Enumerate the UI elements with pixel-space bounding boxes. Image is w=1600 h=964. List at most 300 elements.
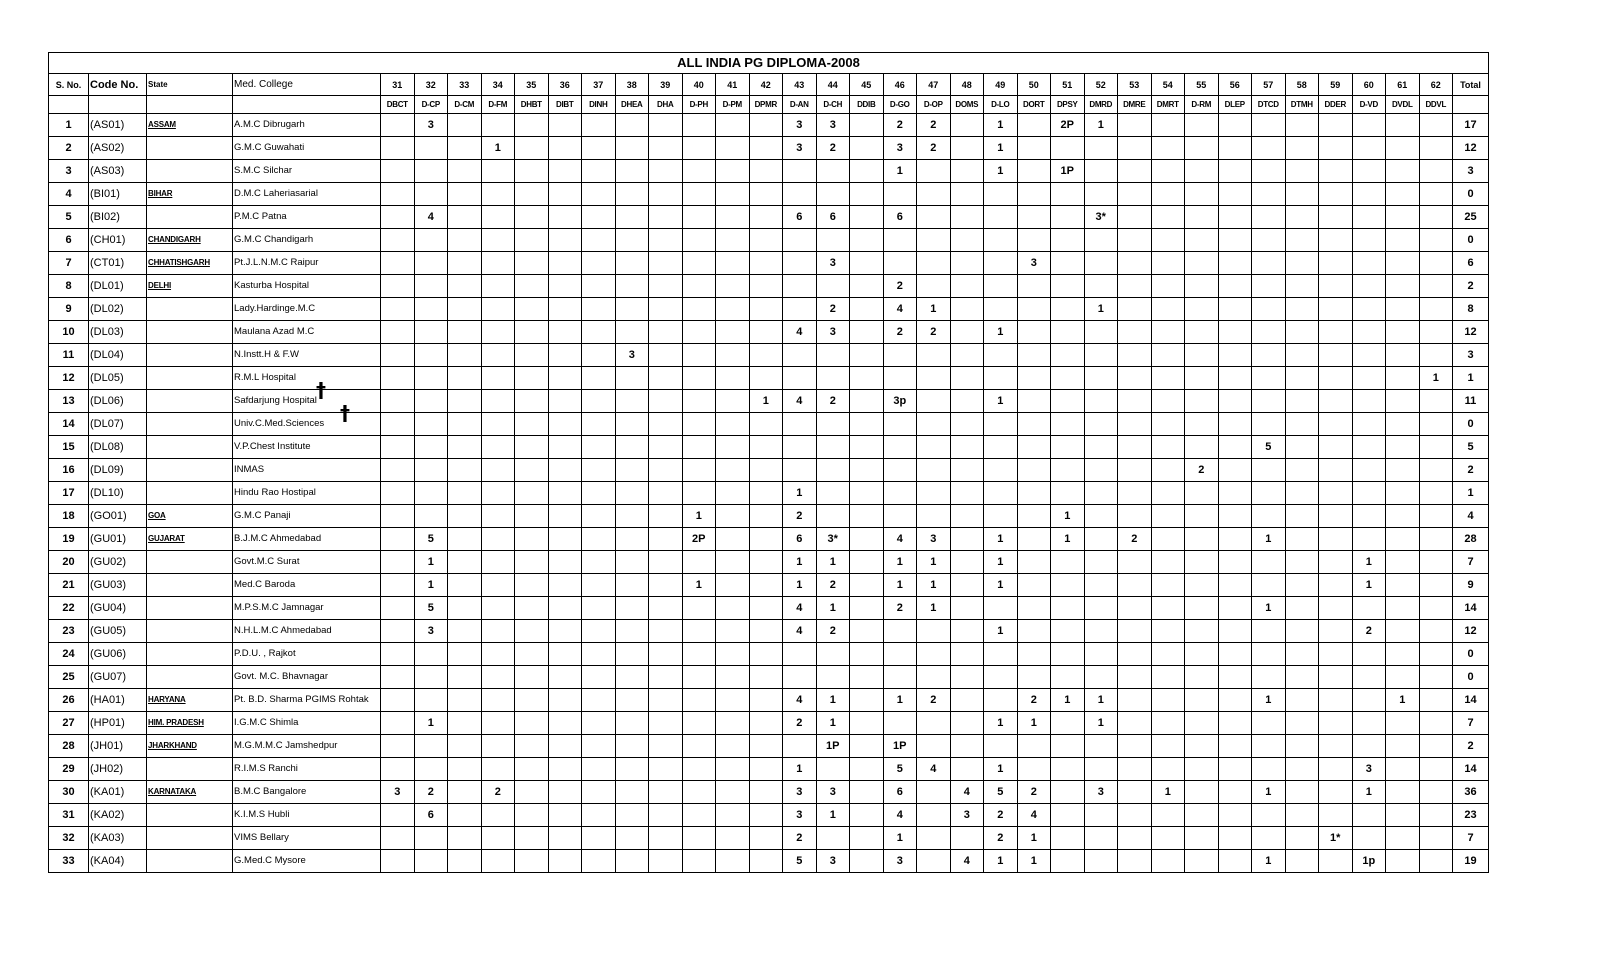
seat-count-cell xyxy=(1419,804,1453,827)
seat-count-cell xyxy=(883,344,917,367)
seat-count-cell xyxy=(1084,252,1118,275)
seat-count-cell xyxy=(1386,183,1420,206)
seat-count-cell xyxy=(381,689,415,712)
seat-count-cell xyxy=(1419,344,1453,367)
seat-count-cell xyxy=(649,183,683,206)
seat-count-cell xyxy=(1118,275,1152,298)
seat-count-cell xyxy=(749,206,783,229)
seat-count-cell xyxy=(481,459,515,482)
seat-count-cell xyxy=(783,229,817,252)
seat-count-cell xyxy=(1352,367,1386,390)
seat-count-cell xyxy=(682,482,716,505)
seat-count-cell xyxy=(716,252,750,275)
seat-count-cell xyxy=(649,781,683,804)
seat-count-cell xyxy=(649,574,683,597)
seat-count-cell xyxy=(1151,689,1185,712)
column-number: 46 xyxy=(883,74,917,96)
serial-number: 32 xyxy=(49,827,89,850)
table-row xyxy=(49,804,1489,827)
seat-count-cell xyxy=(950,505,984,528)
seat-count-cell xyxy=(1118,804,1152,827)
seat-count-cell xyxy=(1118,643,1152,666)
seat-count-cell xyxy=(1218,137,1252,160)
seat-count-cell xyxy=(1017,459,1051,482)
seat-count-cell: 1 xyxy=(1017,712,1051,735)
seat-count-cell xyxy=(548,321,582,344)
seat-count-cell xyxy=(850,551,884,574)
seat-count-cell: 1 xyxy=(1051,689,1085,712)
seat-count-cell xyxy=(984,252,1018,275)
seat-count-cell xyxy=(1218,850,1252,873)
seat-count-cell xyxy=(716,735,750,758)
table-row xyxy=(49,114,1489,137)
seat-count-cell xyxy=(950,298,984,321)
seat-count-cell xyxy=(950,413,984,436)
seat-count-cell: 1 xyxy=(816,804,850,827)
serial-number: 17 xyxy=(49,482,89,505)
seat-count-cell xyxy=(984,505,1018,528)
state-name xyxy=(147,390,233,413)
row-total: 1 xyxy=(1453,367,1489,390)
seat-count-cell xyxy=(1151,643,1185,666)
college-code: (CH01) xyxy=(89,229,147,252)
seat-count-cell xyxy=(984,367,1018,390)
seat-count-cell: 3 xyxy=(414,620,448,643)
seat-count-cell xyxy=(1319,114,1353,137)
college-name: Univ.C.Med.Sciences xyxy=(233,413,381,436)
seat-count-cell xyxy=(816,666,850,689)
college-code: (DL04) xyxy=(89,344,147,367)
seat-count-cell xyxy=(1386,850,1420,873)
serial-number: 1 xyxy=(49,114,89,137)
column-code: DDER xyxy=(1319,96,1353,114)
seat-count-cell xyxy=(1051,804,1085,827)
column-code: D-FM xyxy=(481,96,515,114)
seat-count-cell: 2P xyxy=(1051,114,1085,137)
seat-count-cell xyxy=(1319,758,1353,781)
seat-count-cell xyxy=(1319,620,1353,643)
seat-count-cell xyxy=(1218,620,1252,643)
seat-count-cell xyxy=(1151,137,1185,160)
seat-count-cell xyxy=(381,390,415,413)
seat-count-cell xyxy=(816,183,850,206)
seat-count-cell xyxy=(716,758,750,781)
seat-count-cell xyxy=(1151,160,1185,183)
seat-count-cell xyxy=(414,505,448,528)
column-number: 52 xyxy=(1084,74,1118,96)
seat-count-cell xyxy=(481,689,515,712)
seat-count-cell xyxy=(649,160,683,183)
seat-count-cell xyxy=(917,390,951,413)
seat-count-cell xyxy=(1017,620,1051,643)
table-row xyxy=(49,620,1489,643)
seat-count-cell: 1 xyxy=(414,712,448,735)
row-total: 0 xyxy=(1453,666,1489,689)
table-row xyxy=(49,827,1489,850)
seat-count-cell xyxy=(649,643,683,666)
college-name: Pt. B.D. Sharma PGIMS Rohtak xyxy=(233,689,381,712)
seat-count-cell xyxy=(716,666,750,689)
row-total: 3 xyxy=(1453,344,1489,367)
seat-count-cell xyxy=(414,390,448,413)
college-code: (KA03) xyxy=(89,827,147,850)
table-row xyxy=(49,666,1489,689)
serial-number: 19 xyxy=(49,528,89,551)
seat-count-cell xyxy=(515,183,549,206)
seat-count-cell xyxy=(1252,206,1286,229)
seat-count-cell xyxy=(716,275,750,298)
seat-count-cell xyxy=(649,620,683,643)
seat-count-cell: 4 xyxy=(783,321,817,344)
state-name: KARNATAKA xyxy=(147,781,233,804)
seat-count-cell xyxy=(1285,482,1319,505)
seat-count-cell xyxy=(1118,574,1152,597)
seat-count-cell xyxy=(984,666,1018,689)
seat-count-cell xyxy=(1386,344,1420,367)
seat-count-cell xyxy=(716,413,750,436)
seat-count-cell xyxy=(1352,689,1386,712)
seat-count-cell xyxy=(783,666,817,689)
row-total: 36 xyxy=(1453,781,1489,804)
seat-count-cell xyxy=(1285,436,1319,459)
state-name: GUJARAT xyxy=(147,528,233,551)
state-name: DELHI xyxy=(147,275,233,298)
seat-count-cell: 1 xyxy=(414,551,448,574)
seat-count-cell xyxy=(1386,252,1420,275)
seat-count-cell xyxy=(1319,390,1353,413)
seat-count-cell xyxy=(548,528,582,551)
document-title: ALL INDIA PG DIPLOMA-2008 xyxy=(49,53,1489,74)
seat-count-cell xyxy=(1319,597,1353,620)
seat-count-cell xyxy=(1285,758,1319,781)
seat-count-cell xyxy=(1352,344,1386,367)
seat-count-cell xyxy=(1352,206,1386,229)
seat-count-cell xyxy=(1118,505,1152,528)
seat-count-cell xyxy=(749,781,783,804)
row-total: 14 xyxy=(1453,758,1489,781)
seat-count-cell: 3 xyxy=(1084,781,1118,804)
seat-count-cell xyxy=(1252,505,1286,528)
seat-count-cell xyxy=(615,229,649,252)
seat-count-cell xyxy=(1118,850,1152,873)
seat-count-cell xyxy=(783,436,817,459)
seat-count-cell xyxy=(582,482,616,505)
seat-count-cell xyxy=(1352,413,1386,436)
seat-count-cell xyxy=(850,344,884,367)
seat-count-cell xyxy=(682,114,716,137)
seat-count-cell xyxy=(749,620,783,643)
seat-count-cell xyxy=(1352,482,1386,505)
seat-count-cell xyxy=(1118,298,1152,321)
seat-count-cell xyxy=(649,551,683,574)
row-total: 11 xyxy=(1453,390,1489,413)
serial-number: 5 xyxy=(49,206,89,229)
row-total: 2 xyxy=(1453,735,1489,758)
seat-count-cell xyxy=(649,459,683,482)
column-code: DPSY xyxy=(1051,96,1085,114)
seat-count-cell xyxy=(548,183,582,206)
seat-count-cell xyxy=(548,804,582,827)
state-name xyxy=(147,321,233,344)
seat-count-cell xyxy=(548,206,582,229)
seat-count-cell: 1 xyxy=(984,712,1018,735)
seat-count-cell: 5 xyxy=(1252,436,1286,459)
seat-count-cell xyxy=(1218,252,1252,275)
seat-count-cell xyxy=(1218,666,1252,689)
serial-number: 6 xyxy=(49,229,89,252)
seat-count-cell xyxy=(1319,804,1353,827)
seat-count-cell xyxy=(1319,367,1353,390)
seat-count-cell xyxy=(1151,505,1185,528)
seat-count-cell xyxy=(1051,390,1085,413)
seat-count-cell xyxy=(1285,298,1319,321)
seat-count-cell: 1 xyxy=(917,298,951,321)
seat-count-cell xyxy=(1218,114,1252,137)
seat-count-cell xyxy=(1118,712,1152,735)
seat-count-cell xyxy=(649,298,683,321)
seat-count-cell xyxy=(1051,459,1085,482)
seat-count-cell xyxy=(783,160,817,183)
seat-count-cell xyxy=(1252,413,1286,436)
seat-count-cell: 1P xyxy=(883,735,917,758)
seat-count-cell xyxy=(1084,229,1118,252)
seat-count-cell xyxy=(582,252,616,275)
seat-count-cell xyxy=(682,367,716,390)
column-number: 56 xyxy=(1218,74,1252,96)
seat-count-cell xyxy=(1017,321,1051,344)
column-number: 31 xyxy=(381,74,415,96)
seat-count-cell xyxy=(1319,252,1353,275)
seat-count-cell xyxy=(850,321,884,344)
seat-count-cell xyxy=(448,712,482,735)
row-total: 7 xyxy=(1453,827,1489,850)
seat-count-cell xyxy=(682,689,716,712)
seat-count-cell xyxy=(917,666,951,689)
serial-number: 23 xyxy=(49,620,89,643)
seat-count-cell xyxy=(582,229,616,252)
seat-count-cell xyxy=(1185,597,1219,620)
college-code: (HA01) xyxy=(89,689,147,712)
college-code: (GU04) xyxy=(89,597,147,620)
seat-count-cell xyxy=(950,390,984,413)
seat-count-cell xyxy=(682,137,716,160)
seat-count-cell xyxy=(582,735,616,758)
column-code: DMRT xyxy=(1151,96,1185,114)
seat-count-cell xyxy=(448,275,482,298)
seat-count-cell xyxy=(448,505,482,528)
seat-count-cell: 6 xyxy=(783,206,817,229)
seat-count-cell xyxy=(1051,551,1085,574)
seat-count-cell xyxy=(1352,275,1386,298)
seat-count-cell xyxy=(716,850,750,873)
seat-count-cell xyxy=(1319,160,1353,183)
seat-count-cell xyxy=(649,505,683,528)
seat-count-cell xyxy=(816,827,850,850)
seat-count-cell xyxy=(1319,482,1353,505)
serial-number: 3 xyxy=(49,160,89,183)
seat-count-cell xyxy=(1218,413,1252,436)
seat-count-cell: 1 xyxy=(883,551,917,574)
seat-count-cell xyxy=(1352,114,1386,137)
seat-count-cell xyxy=(682,643,716,666)
seat-count-cell xyxy=(1051,229,1085,252)
seat-count-cell: 2 xyxy=(783,505,817,528)
seat-count-cell xyxy=(1285,574,1319,597)
seat-count-cell xyxy=(515,597,549,620)
column-code: D-PM xyxy=(716,96,750,114)
seat-count-cell xyxy=(1285,229,1319,252)
seat-count-cell xyxy=(1185,206,1219,229)
column-code-row xyxy=(49,96,1489,114)
seat-count-cell xyxy=(749,666,783,689)
seat-count-cell xyxy=(481,574,515,597)
seat-count-cell xyxy=(448,114,482,137)
column-number: 49 xyxy=(984,74,1018,96)
seat-count-cell: 3 xyxy=(783,781,817,804)
seat-count-cell xyxy=(1419,620,1453,643)
state-name xyxy=(147,344,233,367)
seat-count-cell xyxy=(649,252,683,275)
seat-count-cell xyxy=(1352,252,1386,275)
column-code: DTCD xyxy=(1252,96,1286,114)
seat-count-cell xyxy=(1285,206,1319,229)
seat-count-cell xyxy=(950,551,984,574)
seat-count-cell xyxy=(1319,574,1353,597)
seat-count-cell: 1 xyxy=(1252,528,1286,551)
table-row xyxy=(49,321,1489,344)
seat-count-cell xyxy=(1151,551,1185,574)
seat-count-cell xyxy=(1118,597,1152,620)
seat-count-cell: 1 xyxy=(917,574,951,597)
seat-count-cell xyxy=(582,827,616,850)
seat-count-cell xyxy=(1017,666,1051,689)
seat-count-cell xyxy=(1084,850,1118,873)
seat-count-cell xyxy=(615,459,649,482)
seat-count-cell xyxy=(1319,436,1353,459)
seat-count-cell xyxy=(548,574,582,597)
seat-count-cell xyxy=(749,459,783,482)
title-row xyxy=(49,53,1489,74)
seat-count-cell xyxy=(783,735,817,758)
seat-count-cell xyxy=(1185,390,1219,413)
seat-count-cell: 3 xyxy=(615,344,649,367)
seat-count-cell xyxy=(984,597,1018,620)
seat-count-cell xyxy=(950,827,984,850)
college-code: (GU05) xyxy=(89,620,147,643)
seat-count-cell xyxy=(1285,735,1319,758)
seat-count-cell: 1 xyxy=(1352,781,1386,804)
seat-count-cell xyxy=(917,413,951,436)
seat-count-cell xyxy=(414,160,448,183)
seat-count-cell xyxy=(582,643,616,666)
seat-count-cell xyxy=(850,735,884,758)
college-code: (KA04) xyxy=(89,850,147,873)
seat-count-cell xyxy=(850,666,884,689)
seat-count-cell xyxy=(1017,298,1051,321)
header-college: Med. College xyxy=(233,74,381,96)
row-total: 3 xyxy=(1453,160,1489,183)
seat-count-cell xyxy=(1151,344,1185,367)
seat-count-cell xyxy=(1386,551,1420,574)
seat-count-cell xyxy=(1084,574,1118,597)
seat-count-cell xyxy=(682,758,716,781)
seat-count-cell xyxy=(448,206,482,229)
seat-count-cell xyxy=(883,183,917,206)
seat-count-cell xyxy=(1252,275,1286,298)
seat-count-cell xyxy=(1185,804,1219,827)
column-number: 55 xyxy=(1185,74,1219,96)
seat-count-cell xyxy=(1386,321,1420,344)
college-name: R.I.M.S Ranchi xyxy=(233,758,381,781)
seat-count-cell xyxy=(816,758,850,781)
serial-number: 16 xyxy=(49,459,89,482)
seat-count-cell xyxy=(582,850,616,873)
seat-count-cell xyxy=(515,735,549,758)
column-number: 34 xyxy=(481,74,515,96)
seat-count-cell xyxy=(850,206,884,229)
seat-count-cell: 2 xyxy=(783,827,817,850)
serial-number: 33 xyxy=(49,850,89,873)
seat-count-cell xyxy=(716,459,750,482)
serial-number: 28 xyxy=(49,735,89,758)
seat-count-cell: 4 xyxy=(883,528,917,551)
seat-count-cell: 2 xyxy=(984,804,1018,827)
seat-count-cell xyxy=(1285,160,1319,183)
seat-count-cell xyxy=(1051,413,1085,436)
seat-count-cell xyxy=(950,620,984,643)
column-code: D-VD xyxy=(1352,96,1386,114)
seat-count-cell xyxy=(615,597,649,620)
seat-count-cell xyxy=(950,206,984,229)
seat-count-cell xyxy=(749,436,783,459)
serial-number: 26 xyxy=(49,689,89,712)
seat-count-cell xyxy=(615,781,649,804)
seat-count-cell xyxy=(1319,551,1353,574)
column-code: DMRE xyxy=(1118,96,1152,114)
seat-count-cell xyxy=(1017,574,1051,597)
seat-count-cell xyxy=(749,689,783,712)
seat-count-cell xyxy=(1285,620,1319,643)
seat-count-cell xyxy=(1185,367,1219,390)
seat-count-cell xyxy=(481,850,515,873)
seat-count-cell xyxy=(1352,712,1386,735)
seat-count-cell xyxy=(448,229,482,252)
seat-count-cell: 4 xyxy=(783,689,817,712)
seat-count-cell: 3 xyxy=(816,252,850,275)
seat-count-cell xyxy=(515,275,549,298)
seat-count-cell xyxy=(1319,781,1353,804)
seat-count-cell: 2 xyxy=(1118,528,1152,551)
seat-count-cell xyxy=(1151,367,1185,390)
seat-count-cell xyxy=(749,275,783,298)
table-row xyxy=(49,413,1489,436)
seat-count-cell xyxy=(850,367,884,390)
seat-count-cell xyxy=(1285,252,1319,275)
seat-count-cell: 1 xyxy=(883,574,917,597)
seat-count-cell xyxy=(1151,712,1185,735)
seat-count-cell xyxy=(1285,275,1319,298)
seat-count-cell: 1 xyxy=(984,321,1018,344)
seat-count-cell xyxy=(950,574,984,597)
seat-count-cell xyxy=(615,206,649,229)
seat-count-cell xyxy=(1252,183,1286,206)
seat-count-cell xyxy=(548,666,582,689)
seat-count-cell: 3 xyxy=(783,137,817,160)
seat-count-cell xyxy=(950,482,984,505)
seat-count-cell xyxy=(1285,551,1319,574)
seat-count-cell: 4 xyxy=(950,781,984,804)
seat-count-cell xyxy=(481,827,515,850)
